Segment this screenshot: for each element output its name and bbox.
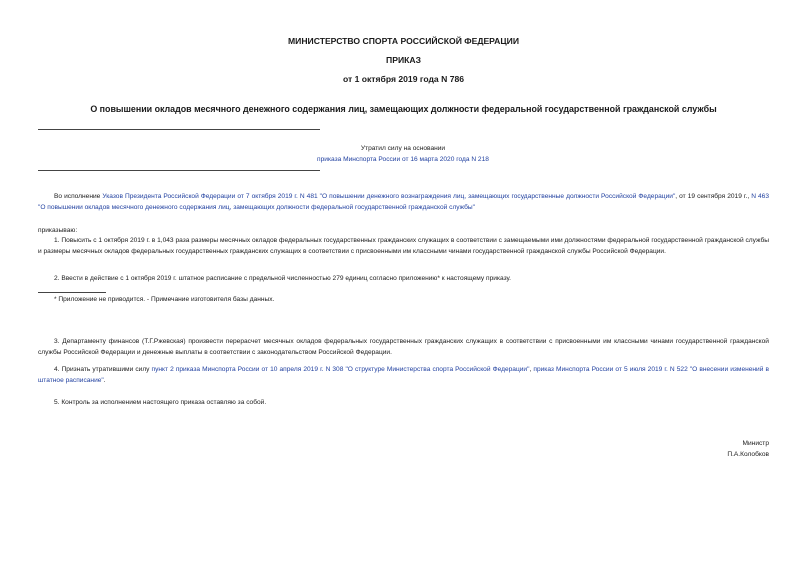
item-5-paragraph: 5. Контроль за исполнением настоящего приказа оставляю за собой.: [54, 399, 267, 406]
item-4-link-order-308[interactable]: пункт 2 приказа Минспорта России от 10 апреля 2019 г. N 308 "О структуре Министерства спорта Российской Федерации": [151, 366, 530, 373]
preamble-mid: , от 19 сентября 2019 г.,: [675, 193, 752, 200]
ministry-name: МИНИСТЕРСТВО СПОРТА РОССИЙСКОЙ ФЕДЕРАЦИИ: [287, 36, 519, 46]
order-word: приказываю:: [38, 227, 78, 234]
separator-line-bottom: [38, 170, 320, 171]
lost-force-text: Утратил силу на основании: [360, 145, 446, 152]
document-date-number: от 1 октября 2019 года N 786: [342, 74, 465, 84]
preamble-lead: Во исполнение: [54, 193, 103, 200]
item-3-paragraph: 3. Департаменту финансов (Т.Г.Ржевская) произвести перерасчет месячных окладов федеральных государственных гражданских служащих в соответствии с присвоенными им классными чинами государственной гражданской службы Российской Федерации и денежные выплаты в соответствии с законодательством Российской Федерации.: [38, 338, 769, 356]
document-title: О повышении окладов месячного денежного содержания лиц, замещающих должности федеральной государственной гражданской службы: [90, 104, 717, 114]
item-4-end: .: [103, 376, 106, 384]
lost-force-link[interactable]: приказа Минспорта России от 16 марта 2020 года N 218: [317, 156, 489, 163]
signature-role: Министр: [742, 440, 769, 447]
lost-force-note: [250, 143, 556, 165]
preamble-link-decree-481[interactable]: Указов Президента Российской Федерации от 7 октября 2019 г. N 481 "О повышении денежного вознаграждения лиц, замещающих государственные должности Российской Федерации": [102, 193, 676, 200]
separator-line-top: [38, 129, 320, 130]
item-4-paragraph: [38, 365, 769, 386]
preamble-paragraph: [38, 192, 769, 213]
footnote-rule: [38, 292, 106, 293]
preamble-link-decree-463[interactable]: N 463 "О повышении окладов месячного денежного содержания лиц, замещающих должности федеральной государственной гражданской службы": [38, 193, 769, 211]
signature-name: П.А.Колобков: [727, 451, 769, 458]
footnote-text: * Приложение не приводится. - Примечание изготовителя базы данных.: [54, 296, 275, 303]
document-type: ПРИКАЗ: [386, 55, 421, 65]
item-1-paragraph: 1. Повысить с 1 октября 2019 г. в 1,043 раза размеры месячных окладов федеральных государственных гражданских служащих в соответствии с замещаемыми ими должностями федеральной государственной гражданской службы и размеры месячных окладов федеральных государственных гражданских служащих в соответствии с присвоенными им классными чинами государственной гражданской службы Российской Федерации.: [38, 237, 769, 255]
item-4-link-order-522[interactable]: приказ Минспорта России от 5 июля 2019 г. N 522 "О внесении изменений в штатное расписание": [38, 366, 769, 384]
item-4-separator: ,: [529, 366, 534, 373]
item-4-lead: 4. Признать утратившими силу: [54, 366, 152, 373]
item-2-paragraph: 2. Ввести в действие с 1 октября 2019 г. штатное расписание с предельной численностью 279 единиц согласно приложению* к настоящему приказу.: [54, 275, 512, 282]
